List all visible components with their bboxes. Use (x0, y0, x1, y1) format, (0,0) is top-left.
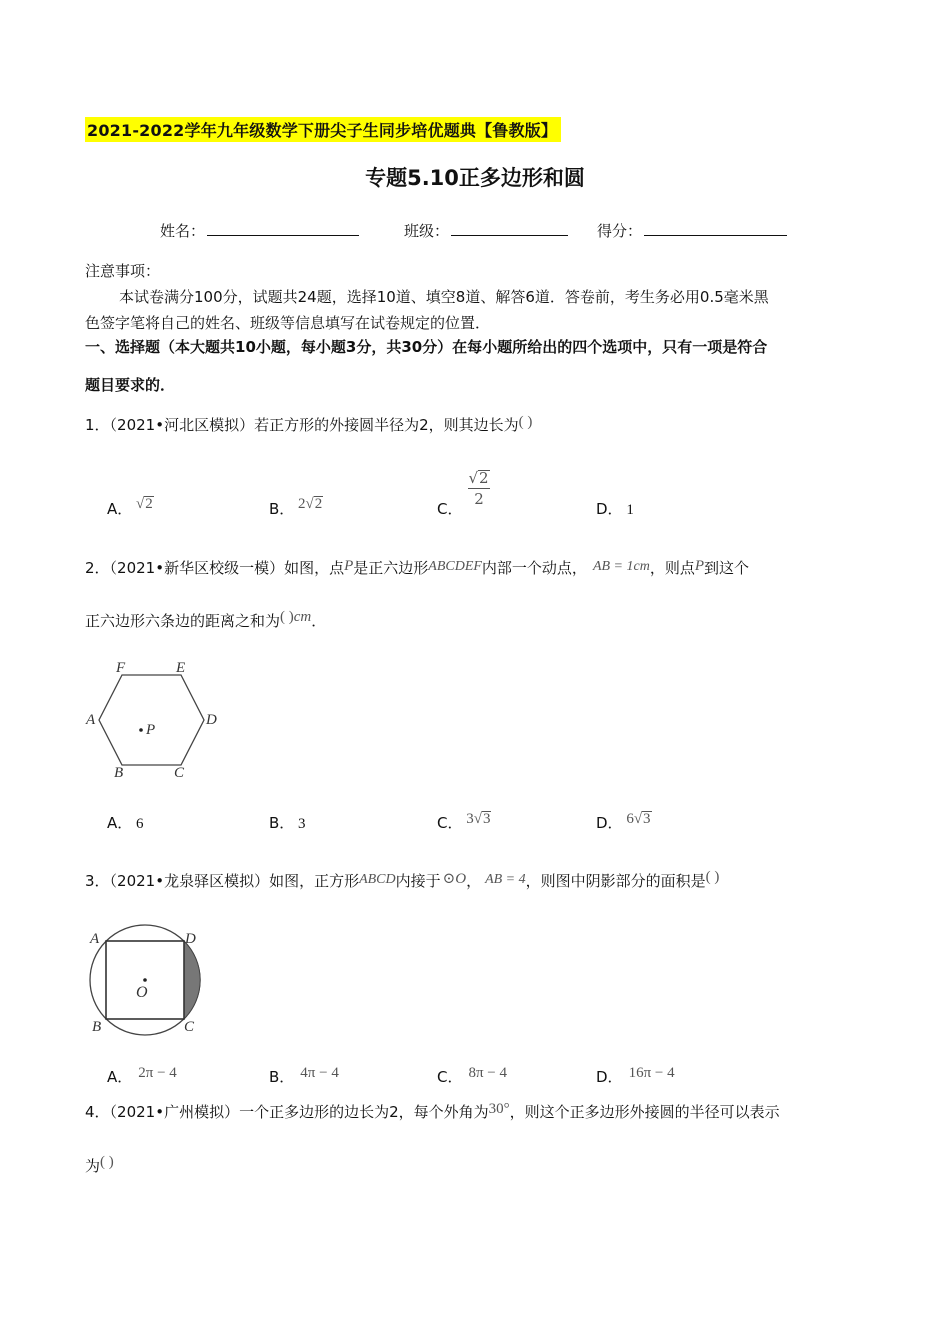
q3-b-value: 4π − 4 (300, 1065, 339, 1081)
q4-pre: （2021•广州模拟）一个正多边形的边长为2，每个外角为 (109, 1103, 489, 1121)
q4-line2: 为 (85, 1157, 101, 1175)
q3-sep: ， (466, 872, 482, 890)
label-d: D (206, 712, 217, 728)
q4-post: ，则这个正多边形外接圆的半径可以表示 (509, 1103, 780, 1121)
q4-paren: ( ) (100, 1154, 114, 1170)
name-field (160, 220, 359, 241)
q3-option-d[interactable] (596, 1066, 675, 1087)
label-e: E (176, 660, 186, 676)
label-b: B (114, 765, 124, 781)
q1-a-label: A． (107, 500, 133, 518)
label-b: B (92, 1019, 102, 1035)
notice-line1: 本试卷满分100分，试题共24题，选择10道、填空8道、解答6道．答卷前，考生务必用0.5毫米黑 (119, 288, 769, 306)
q1-d-label: D． (596, 500, 623, 518)
hexagon-shape (99, 675, 204, 765)
q1-d-value: 1 (626, 502, 634, 518)
q2-b-label: B． (269, 814, 295, 832)
name-label: 姓名： (160, 222, 206, 240)
q2-shape: ABCDEF (428, 559, 482, 574)
q2-mid2: 内部一个动点， (481, 559, 587, 577)
q1-option-d[interactable] (596, 498, 634, 519)
q2-line2: 正六边形六条边的距离之和为 (85, 612, 281, 630)
q3-b-label: B． (269, 1068, 295, 1086)
class-field (404, 220, 568, 241)
q1-b-value: 2 (314, 496, 323, 512)
question-1 (85, 414, 532, 435)
question-4-line2 (85, 1155, 114, 1176)
q1-text: （2021•河北区模拟）若正方形的外接圆半径为2，则其边长为 (109, 416, 519, 434)
q2-mid: 是正六边形 (353, 559, 429, 577)
q3-a-value: 2π − 4 (138, 1065, 177, 1081)
q3-post: ，则图中阴影部分的面积是 (525, 872, 706, 890)
q2-c-value: 3 (482, 811, 491, 827)
q2-d-value: 3 (643, 811, 651, 827)
label-d: D (185, 931, 196, 947)
notice-heading: 注意事项： (85, 262, 161, 280)
label-p: P (146, 722, 156, 738)
q2-paren: ( ) (280, 609, 294, 625)
point-p (139, 728, 143, 732)
name-line[interactable] (207, 221, 359, 236)
q3-number: 3． (85, 872, 110, 890)
q2-pre: （2021•新华区校级一模）如图，点 (109, 559, 345, 577)
q2-d-coef: 6 (626, 811, 634, 827)
q3-d-label: D． (596, 1068, 623, 1086)
question-2-line2 (85, 610, 326, 631)
header-tag: 2021-2022学年九年级数学下册尖子生同步培优题典【鲁教版】 (85, 117, 561, 142)
q2-post: ，则点 (649, 559, 695, 577)
shaded-segment (184, 941, 200, 1019)
q1-a-value: 2 (145, 496, 153, 512)
q2-option-b[interactable] (269, 812, 306, 833)
q2-option-a[interactable] (107, 812, 144, 833)
section1-line1: 一、选择题（本大题共10小题，每小题3分，共30分）在每小题所给出的四个选项中，只有一项是符合 (85, 338, 768, 356)
q4-number: 4． (85, 1103, 110, 1121)
q3-circle: ⊙O (442, 871, 467, 887)
label-a: A (90, 931, 100, 947)
q2-option-d[interactable]: D． 6√3 (596, 811, 651, 832)
q3-option-b[interactable] (269, 1066, 339, 1087)
q2-a-label: A． (107, 814, 133, 832)
score-field (597, 220, 787, 241)
q1-number: 1． (85, 416, 110, 434)
q2-b-value: 3 (298, 816, 306, 832)
q2-p: P (344, 558, 354, 574)
q2-option-c[interactable]: C． 3√3 (437, 811, 491, 832)
square-circle-figure (84, 922, 214, 1042)
q2-a-value: 6 (136, 816, 144, 832)
q4-angle: 30° (488, 1101, 510, 1117)
q3-option-c[interactable] (437, 1066, 507, 1087)
q1-option-c[interactable] (437, 498, 462, 519)
q2-unit: cm (293, 609, 312, 625)
q2-end: ． (311, 612, 327, 630)
q1-b-label: B． (269, 500, 295, 518)
hexagon-figure (84, 655, 224, 785)
question-3 (85, 870, 719, 891)
question-2 (85, 557, 749, 578)
q2-ab: AB = 1cm (592, 559, 650, 574)
q3-paren: ( ) (705, 869, 720, 885)
q1-c-label: C． (437, 500, 463, 518)
q3-c-label: C． (437, 1068, 463, 1086)
q1-c-numerator: 2 (479, 469, 489, 487)
q1-option-b[interactable]: B． 2√2 (269, 496, 323, 518)
class-line[interactable] (451, 221, 568, 236)
question-4 (85, 1101, 780, 1122)
q3-c-value: 8π − 4 (468, 1065, 508, 1081)
q1-b-coef: 2 (298, 496, 306, 512)
score-line[interactable] (644, 221, 787, 236)
q1-c-fraction: √2 2 (466, 469, 492, 508)
label-f: F (116, 660, 126, 676)
q1-c-denominator: 2 (474, 490, 484, 508)
q3-a-label: A． (107, 1068, 133, 1086)
class-label: 班级： (404, 222, 450, 240)
label-o: O (136, 984, 148, 1001)
q3-pre: （2021•龙泉驿区模拟）如图，正方形 (109, 872, 360, 890)
q3-d-value: 16π − 4 (628, 1065, 675, 1081)
q2-c-label: C． (437, 814, 463, 832)
notice-line2: 色签字笔将自己的姓名、班级等信息填写在试卷规定的位置． (85, 314, 491, 332)
center-point (143, 978, 147, 982)
q3-shape: ABCD (359, 872, 396, 887)
q2-c-coef: 3 (466, 811, 474, 827)
q3-option-a[interactable] (107, 1066, 177, 1087)
label-c: C (174, 765, 185, 781)
q1-option-a[interactable]: A． √2 (107, 496, 153, 518)
q3-mid: 内接于 (395, 872, 441, 890)
q2-post2: 到这个 (704, 559, 750, 577)
q2-d-label: D． (596, 814, 623, 832)
q2-number: 2． (85, 559, 110, 577)
page-title: 专题5.10正多边形和圆 (365, 166, 585, 190)
q2-p2: P (694, 558, 704, 574)
q1-paren: ( ) (518, 414, 533, 430)
label-c: C (184, 1019, 195, 1035)
q3-ab: AB = 4 (485, 872, 526, 887)
score-label: 得分： (597, 222, 643, 240)
label-a: A (86, 712, 96, 728)
section1-line2: 题目要求的． (85, 376, 176, 394)
